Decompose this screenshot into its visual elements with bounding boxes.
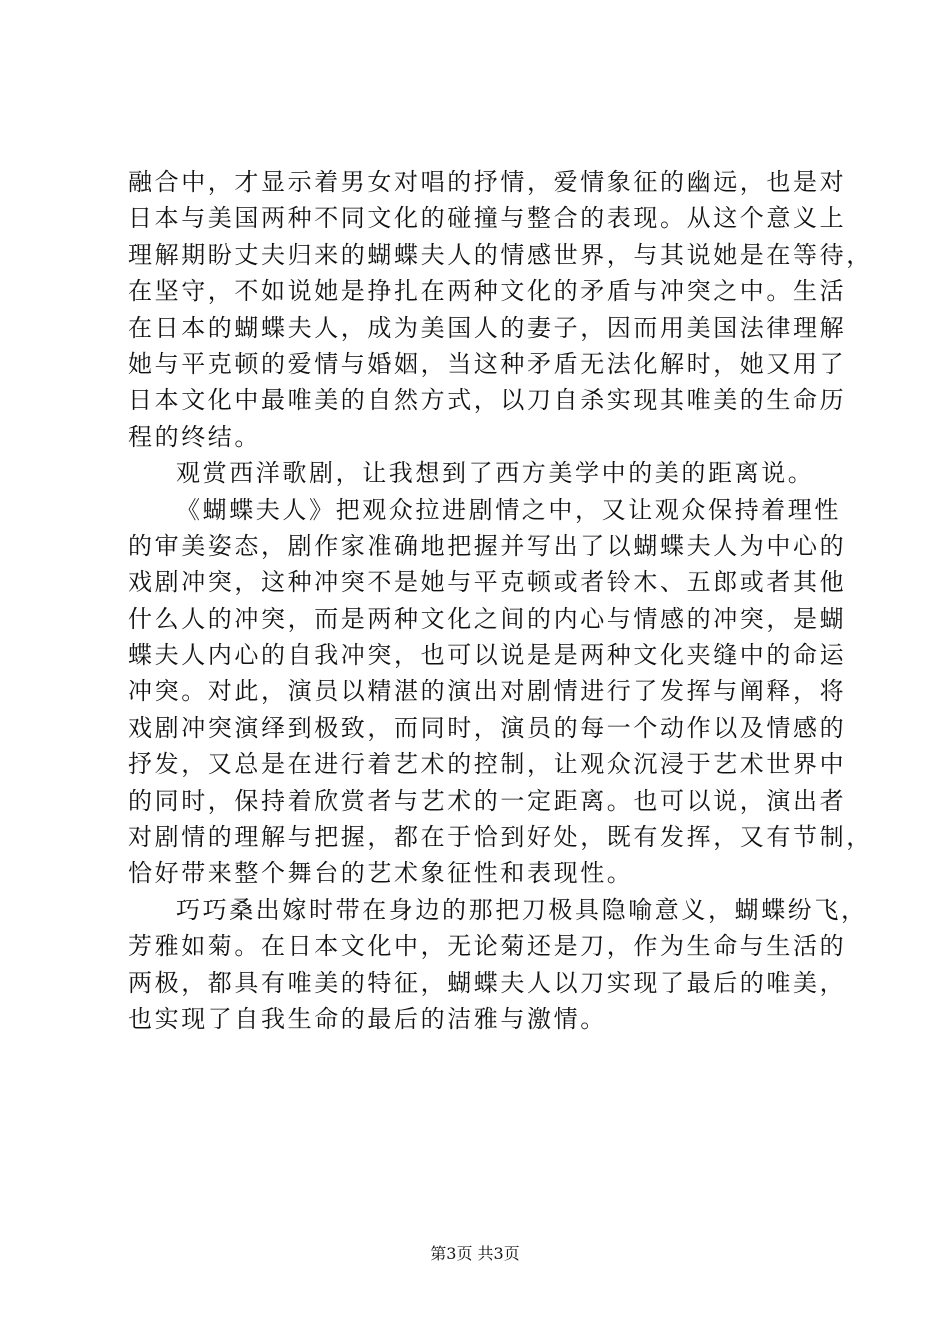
- text-line: 在坚守，不如说她是挣扎在两种文化的矛盾与冲突之中。生活: [128, 277, 847, 306]
- body-text: [128, 164, 873, 1037]
- text-line: 日本与美国两种不同文化的碰撞与整合的表现。从这个意义上: [128, 204, 847, 233]
- text-line: 她与平克顿的爱情与婚姻，当这种矛盾无法化解时，她又用了: [128, 349, 847, 378]
- text-line: 也实现了自我生命的最后的洁雅与激情。: [128, 1004, 607, 1033]
- text-line: 理解期盼丈夫归来的蝴蝶夫人的情感世界，与其说她是在等待，: [128, 240, 873, 269]
- text-line: 在日本的蝴蝶夫人，成为美国人的妻子，因而用美国法律理解: [128, 313, 847, 342]
- page-footer: 第3页 共3页: [430, 1244, 520, 1263]
- text-line: 冲突。对此，演员以精湛的演出对剧情进行了发挥与阐释，将: [128, 677, 847, 706]
- text-line: 戏剧冲突演绎到极致，而同时，演员的每一个动作以及情感的: [128, 713, 847, 742]
- paragraph-start-line: 巧巧桑出嫁时带在身边的那把刀极具隐喻意义，蝴蝶纷飞，: [176, 895, 868, 924]
- paragraph-start-line: 观赏西洋歌剧，让我想到了西方美学中的美的距离说。: [176, 459, 815, 488]
- text-line: 两极，都具有唯美的特征，蝴蝶夫人以刀实现了最后的唯美，: [128, 968, 847, 997]
- text-line: 程的终结。: [128, 422, 261, 451]
- text-line: 抒发，又总是在进行着艺术的控制，让观众沉浸于艺术世界中: [128, 750, 847, 779]
- text-line: 融合中，才显示着男女对唱的抒情，爱情象征的幽远，也是对: [128, 168, 847, 196]
- text-line: 的同时，保持着欣赏者与艺术的一定距离。也可以说，演出者: [128, 786, 847, 815]
- text-line: 芳雅如菊。在日本文化中，无论菊还是刀，作为生命与生活的: [128, 932, 847, 961]
- text-line: 日本文化中最唯美的自然方式，以刀自杀实现其唯美的生命历: [128, 386, 847, 415]
- text-line: 对剧情的理解与把握，都在于恰到好处，既有发挥，又有节制，: [128, 823, 873, 852]
- paragraph-start-line: 《蝴蝶夫人》把观众拉进剧情之中，又让观众保持着理性: [176, 495, 841, 524]
- text-line: 恰好带来整个舞台的艺术象征性和表现性。: [128, 859, 634, 888]
- text-line: 蝶夫人内心的自我冲突，也可以说是是两种文化夹缝中的命运: [128, 641, 847, 670]
- text-line: 的审美姿态，剧作家准确地把握并写出了以蝴蝶夫人为中心的: [128, 531, 847, 560]
- text-line: 戏剧冲突，这种冲突不是她与平克顿或者铃木、五郎或者其他: [128, 568, 847, 597]
- text-line: 什么人的冲突，而是两种文化之间的内心与情感的冲突，是蝴: [128, 604, 847, 633]
